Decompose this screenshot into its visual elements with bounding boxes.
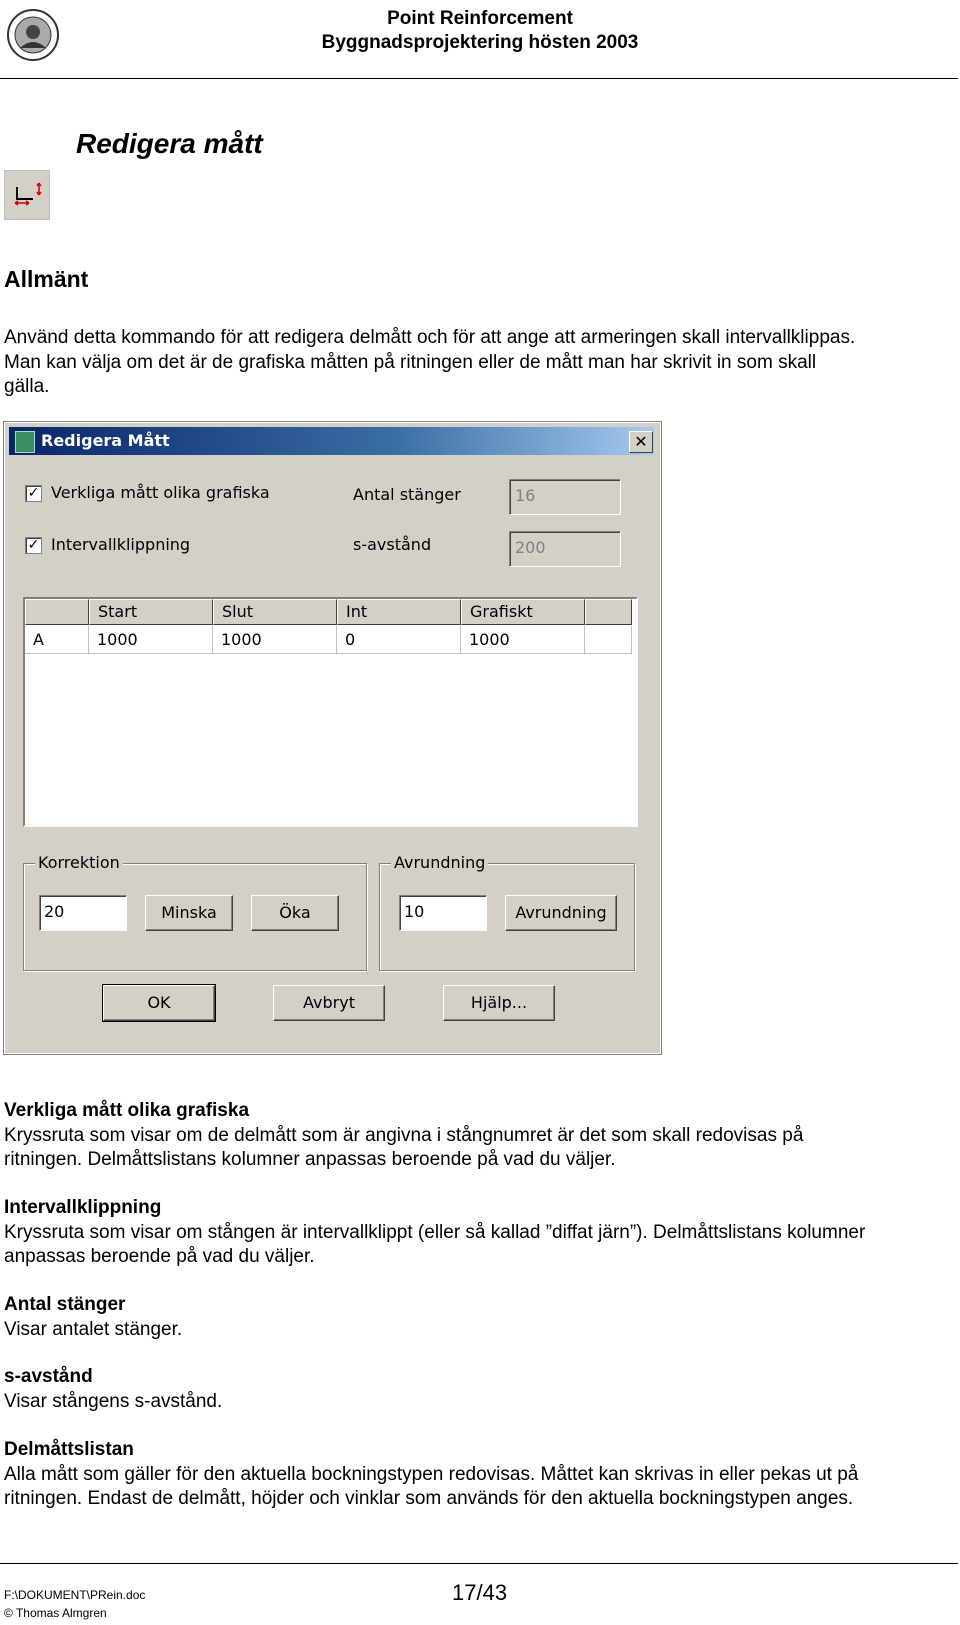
desc-title-intervall: Intervallklippning bbox=[4, 1197, 162, 1218]
grid-cell[interactable]: 1000 bbox=[461, 626, 585, 654]
checkbox-verkliga-label: Verkliga mått olika grafiska bbox=[51, 483, 270, 502]
footer-copyright: © Thomas Almgren bbox=[4, 1606, 107, 1620]
desc-body-intervall bbox=[4, 1221, 954, 1269]
avrundning-button[interactable]: Avrundning bbox=[505, 895, 617, 931]
delmatt-grid[interactable] bbox=[23, 597, 638, 827]
desc-line: ritningen. Delmåttslistans kolumner anpassas beroende på vad du väljer. bbox=[4, 1149, 616, 1170]
footer-rule bbox=[0, 1563, 958, 1564]
savstand-field bbox=[509, 531, 621, 567]
grid-cell[interactable]: 1000 bbox=[89, 626, 213, 654]
antal-field bbox=[509, 479, 621, 515]
korrektion-value: 20 bbox=[44, 902, 65, 921]
antal-label: Antal stänger bbox=[353, 485, 461, 504]
savstand-value: 200 bbox=[515, 538, 546, 557]
close-icon[interactable]: ✕ bbox=[629, 431, 653, 453]
intro-line: Använd detta kommando för att redigera delmått och för att ange att armeringen skall intervallklippas. bbox=[4, 327, 856, 348]
avrundning-input[interactable] bbox=[399, 895, 487, 931]
korrektion-input[interactable] bbox=[39, 895, 127, 931]
intro-line: Man kan välja om det är de grafiska måtten på ritningen eller de mått man har skrivit in som skall bbox=[4, 351, 817, 373]
cancel-button[interactable]: Avbryt bbox=[273, 985, 385, 1021]
col-header-grafiskt[interactable]: Grafiskt bbox=[461, 599, 585, 625]
avrundning-label: Avrundning bbox=[391, 853, 488, 872]
avrundning-value: 10 bbox=[404, 902, 425, 921]
page-heading: Redigera mått bbox=[76, 128, 263, 159]
desc-line: anpassas beroende på vad du väljer. bbox=[4, 1246, 315, 1267]
desc-body-savstand bbox=[4, 1390, 954, 1414]
grid-filler-cell bbox=[585, 626, 632, 654]
dialog-titlebar bbox=[9, 427, 654, 455]
header-title: Point Reinforcement bbox=[387, 8, 573, 29]
grid-filler-header bbox=[585, 599, 632, 625]
korrektion-label: Korrektion bbox=[35, 853, 123, 872]
desc-line: ritningen. Endast de delmått, höjder och vinklar som används för den aktuella bockningstypen anges. bbox=[4, 1488, 854, 1509]
checkbox-verkliga[interactable]: ✓ bbox=[25, 485, 42, 502]
section-title: Allmänt bbox=[4, 266, 89, 292]
edit-dimension-icon bbox=[4, 170, 50, 220]
checkbox-intervall[interactable]: ✓ bbox=[25, 537, 42, 554]
desc-title-antal: Antal stänger bbox=[4, 1294, 126, 1315]
col-header-slut[interactable]: Slut bbox=[213, 599, 337, 625]
antal-value: 16 bbox=[515, 486, 536, 505]
header-rule bbox=[0, 78, 958, 79]
desc-line: Alla mått som gäller för den aktuella bockningstypen redovisas. Måttet kan skrivas in eller pekas ut på bbox=[4, 1464, 859, 1485]
desc-title-verkliga: Verkliga mått olika grafiska bbox=[4, 1100, 250, 1121]
header-subtitle: Byggnadsprojektering hösten 2003 bbox=[321, 32, 639, 53]
desc-title-delmattslistan: Delmåttslistan bbox=[4, 1439, 134, 1460]
desc-line: Visar stångens s-avstånd. bbox=[4, 1391, 223, 1412]
col-header-start[interactable]: Start bbox=[89, 599, 213, 625]
dialog-title: Redigera Mått bbox=[41, 431, 170, 450]
savstand-label: s-avstånd bbox=[353, 535, 432, 554]
desc-line: Kryssruta som visar om de delmått som är angivna i stångnumret är det som skall redovisas på bbox=[4, 1125, 804, 1146]
footer-path: F:\DOKUMENT\PRein.doc bbox=[4, 1588, 146, 1602]
help-button[interactable]: Hjälp... bbox=[443, 985, 555, 1021]
col-header-int[interactable]: Int bbox=[337, 599, 461, 625]
logo-seal bbox=[6, 8, 60, 62]
ok-button[interactable]: OK bbox=[103, 985, 215, 1021]
intro-line: gälla. bbox=[4, 376, 50, 397]
grid-cell[interactable]: 0 bbox=[337, 626, 461, 654]
oka-button[interactable]: Öka bbox=[251, 895, 339, 931]
dialog-redigera-matt bbox=[4, 422, 661, 1054]
desc-body-verkliga bbox=[4, 1124, 954, 1172]
intro-paragraph bbox=[4, 326, 954, 400]
desc-body-antal bbox=[4, 1318, 954, 1342]
desc-body-delmattslistan bbox=[4, 1463, 954, 1511]
desc-title-savstand: s-avstånd bbox=[4, 1366, 93, 1387]
desc-line: Kryssruta som visar om stången är intervallklippt (eller så kallad ”diffat järn”). Delmåttslistans kolumner bbox=[4, 1222, 866, 1243]
grid-corner-header bbox=[25, 599, 89, 625]
checkbox-intervall-label: Intervallklippning bbox=[51, 535, 191, 554]
page-number: 17/43 bbox=[452, 1580, 508, 1605]
grid-cell[interactable]: 1000 bbox=[213, 626, 337, 654]
minska-button[interactable]: Minska bbox=[145, 895, 233, 931]
desc-line: Visar antalet stänger. bbox=[4, 1319, 183, 1340]
app-icon bbox=[15, 431, 35, 453]
row-label[interactable]: A bbox=[25, 626, 89, 654]
